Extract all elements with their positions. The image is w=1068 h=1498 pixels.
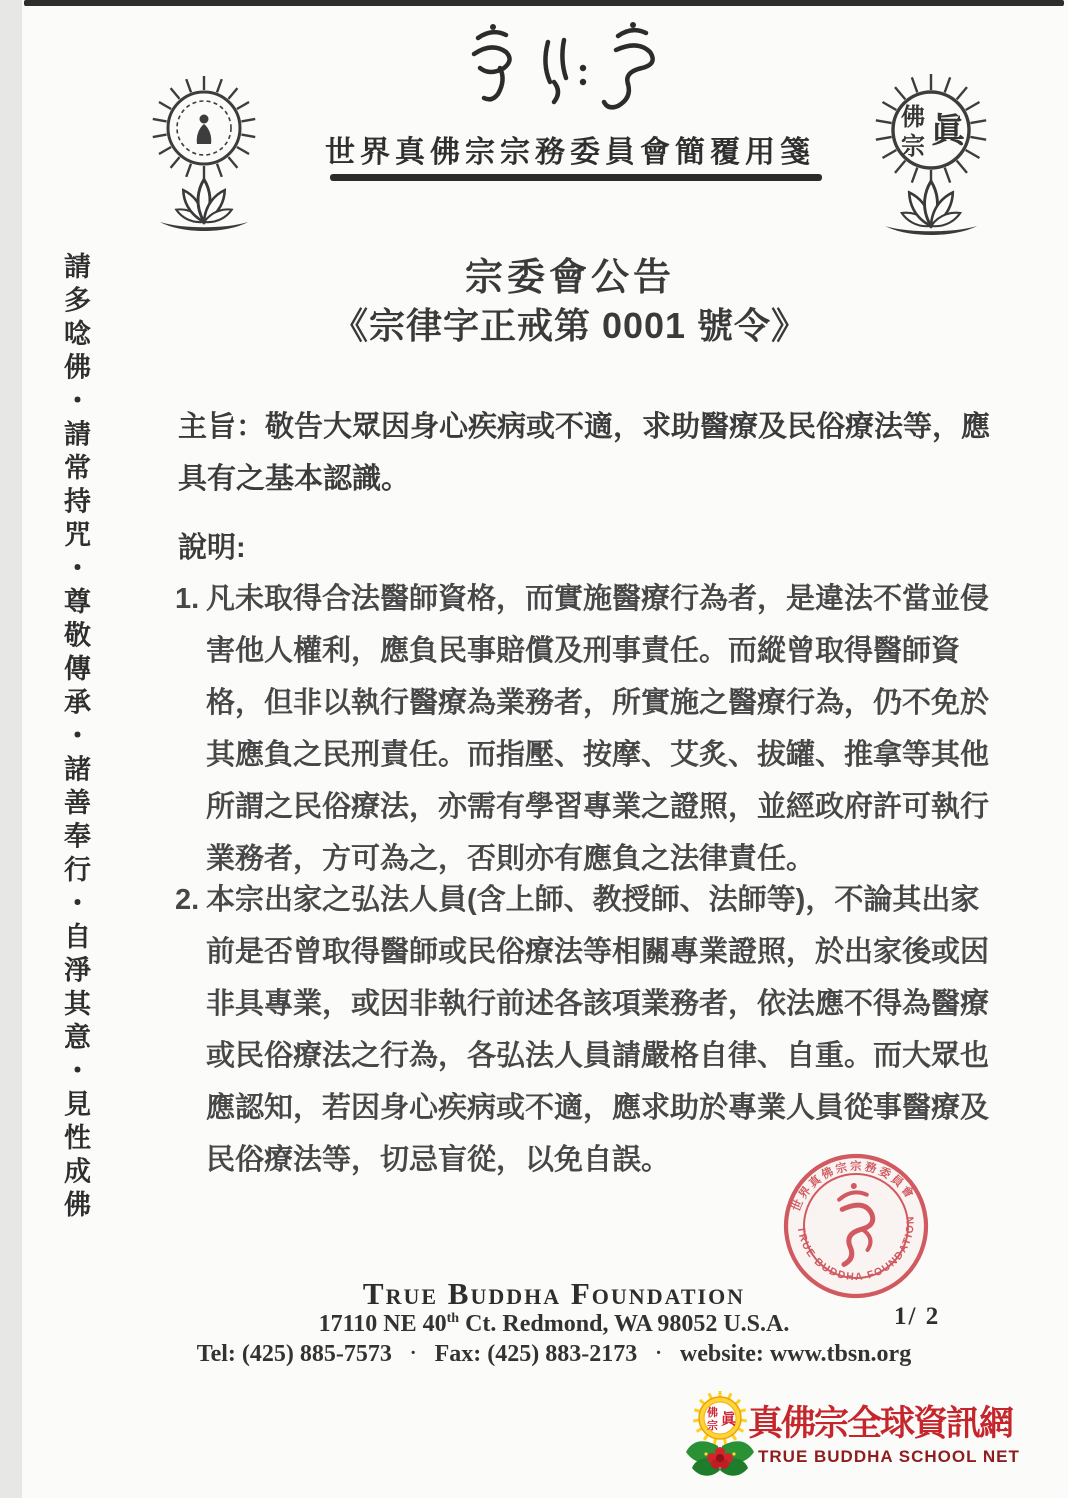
- lotus-emblem-left-icon: [146, 70, 262, 234]
- letterhead-title: 世界真佛宗宗務委員會簡覆用箋: [325, 136, 815, 169]
- dot-separator: ·: [655, 1342, 662, 1364]
- footer-address-text: Ct. Redmond, WA 98052 U.S.A.: [459, 1311, 790, 1337]
- item-line: 凡未取得合法醫師資格，而實施醫療行為者，是違法不當並侵: [206, 583, 990, 615]
- item-number: 1.: [175, 583, 200, 615]
- item-line: 害他人權利，應負民事賠償及刑事責任。而縱曾取得醫師資: [206, 635, 961, 667]
- item-line: 其應負之民刑責任。而指壓、按摩、艾炙、拔罐、推拿等其他: [206, 739, 990, 771]
- item-line: 本宗出家之弘法人員(含上師、教授師、法師等)，不論其出家: [206, 884, 980, 916]
- footer-address: [254, 1311, 854, 1338]
- subject-line: 主旨：敬告大眾因身心疾病或不適，求助醫療及民俗療法等，應: [178, 411, 991, 443]
- subject-line: 具有之基本認識。: [178, 463, 411, 495]
- footer-contact-line: [104, 1341, 1004, 1368]
- announcement-title: 宗委會公告: [464, 257, 675, 299]
- side-slogan: 請多唸佛・請常持咒・尊敬傳承・諸善奉行・自淨其意・見性成佛: [60, 252, 90, 1224]
- tbsn-site-name-en: TRUE BUDDHA SCHOOL NET: [758, 1447, 1020, 1466]
- letterhead-rule: [330, 174, 822, 181]
- seal-bottom-text: TRUE BUDDHA FOUNDATION: [794, 1214, 917, 1284]
- item-line: 應認知，若因身心疾病或不適，應求助於專業人員從事醫療及: [206, 1092, 990, 1124]
- emblem-char-fo: 佛: [707, 1407, 718, 1419]
- footer-address-text: 17110 NE 40: [318, 1311, 447, 1337]
- item-line: 所謂之民俗療法，亦需有學習專業之證照，並經政府許可執行: [206, 791, 990, 823]
- item-line: 非具專業，或因非執行前述各該項業務者，依法應不得為醫療: [206, 988, 990, 1020]
- footer-org-name: True Buddha Foundation: [362, 1276, 746, 1311]
- emblem-char-zhen: 眞: [721, 1411, 737, 1428]
- item-line: 或民俗療法之行為，各弘法人員請嚴格自律、自重。而大眾也: [206, 1040, 990, 1072]
- emblem-char-fo: 佛: [901, 104, 925, 131]
- om-ah-hum-icon: [462, 22, 674, 122]
- footer-tel: Tel: (425) 885-7573: [196, 1341, 392, 1367]
- item-line: 格，但非以執行醫療為業務者，所實施之醫療行為，仍不免於: [206, 687, 990, 719]
- item-number: 2.: [175, 884, 200, 916]
- explanation-item-1: [175, 573, 990, 885]
- item-line: 前是否曾取得醫師或民俗療法等相關專業證照，於出家後或因: [206, 936, 990, 968]
- scan-top-edge-line: [24, 0, 1064, 6]
- item-line: 民俗療法等，切忌盲從，以免自誤。: [206, 1144, 671, 1176]
- subject-block: [178, 401, 990, 505]
- tbsn-site-name-zh: 真佛宗全球資訊網: [748, 1404, 1013, 1443]
- dot-separator: ·: [409, 1342, 417, 1364]
- emblem-char-zhen: 眞: [931, 112, 965, 150]
- item-line: 業務者，方可為之，否則亦有應負之法律責任。: [206, 843, 816, 875]
- seal-top-text: 世界真佛宗宗務委員會: [790, 1160, 917, 1214]
- footer-website: website: www.tbsn.org: [679, 1341, 912, 1367]
- explanation-item-2: [175, 874, 990, 1186]
- tbsn-logo-emblem-icon: [684, 1388, 756, 1494]
- emblem-char-zong: 宗: [901, 133, 925, 160]
- emblem-char-zong: 宗: [707, 1420, 718, 1432]
- footer-fax: Fax: (425) 883-2173: [434, 1341, 638, 1367]
- footer-address-ordinal: th: [446, 1311, 460, 1326]
- page-number: 1/ 2: [894, 1303, 941, 1330]
- scan-edge-strip: [0, 0, 22, 1498]
- explanation-heading: 說明:: [178, 532, 246, 564]
- decree-number: 《宗律字正戒第 0001 號令》: [331, 305, 809, 346]
